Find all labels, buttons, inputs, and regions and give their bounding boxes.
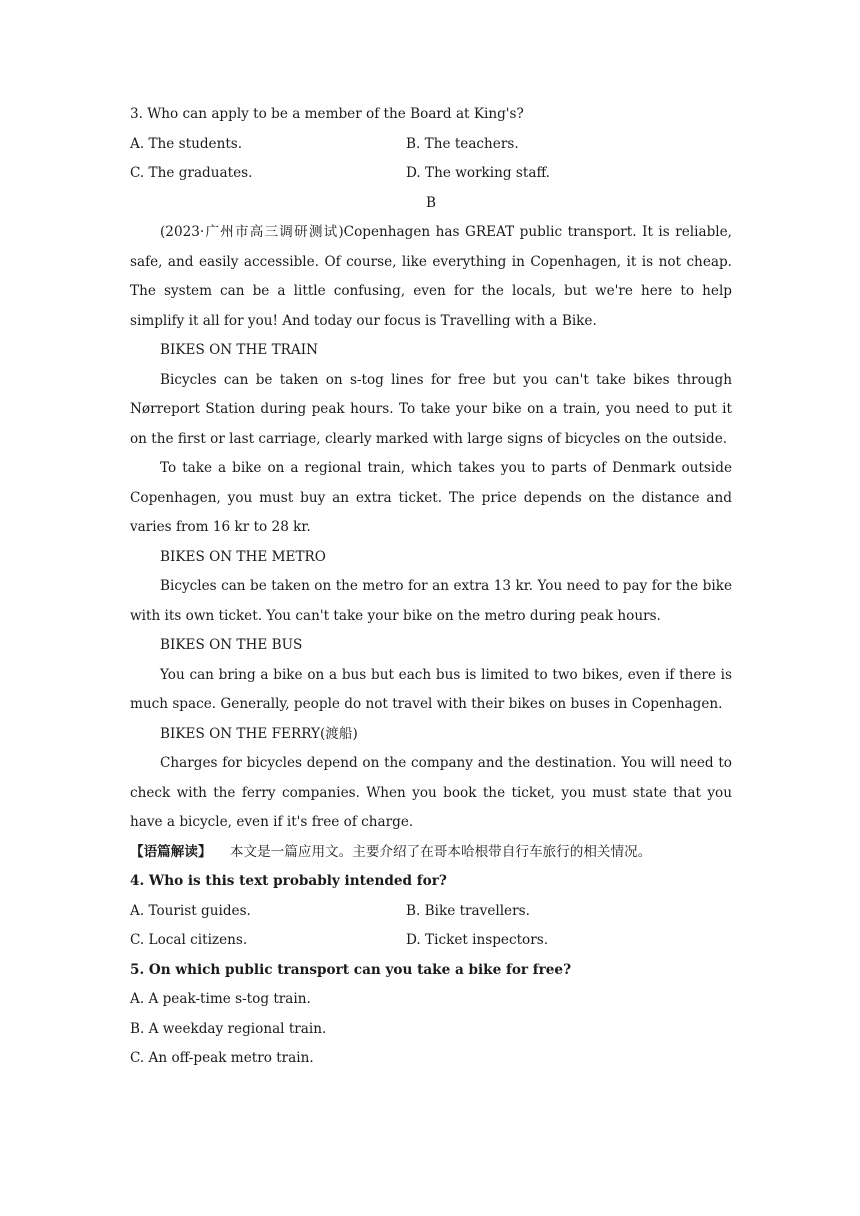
train-paragraph-1: Bicycles can be taken on s-tog lines for free but you can't take bikes through Nørreport Station during peak hours. To take your bike on a train, you need to put it on the first or last carriage, clearly marked with large signs of bicycles on the outside. <box>130 371 732 447</box>
question-4-options-row-1 <box>130 897 732 927</box>
analysis-label: 【语篇解读】 <box>130 843 212 860</box>
q3-option-d: D. The working staff. <box>406 165 550 181</box>
question-5-stem: 5. On which public transport can you take a bike for free? <box>130 961 572 978</box>
question-3-options-row-2 <box>130 159 732 189</box>
metro-heading: BIKES ON THE METRO <box>160 548 326 565</box>
q3-option-a: A. The students. <box>130 135 243 152</box>
analysis-text: 本文是一篇应用文。主要介绍了在哥本哈根带自行车旅行的相关情况。 <box>229 843 652 860</box>
q4-option-a: A. Tourist guides. <box>130 902 251 919</box>
document-page <box>130 100 732 1074</box>
q5-option-c: C. An off-peak metro train. <box>130 1050 314 1066</box>
ferry-heading: BIKES ON THE FERRY(渡船) <box>160 725 358 742</box>
intro-paragraph: (2023·广州市高三调研测试)Copenhagen has GREAT public transport. It is reliable, safe, and easily accessible. Of course, like everything in Copenhagen, it is not cheap. The system can be a little confusing, even for the locals, but we're here to help simplify it all for you! And today our focus is Travelling with a Bike. <box>130 224 732 329</box>
q4-option-b: B. Bike travellers. <box>406 902 530 919</box>
q4-option-d: D. Ticket inspectors. <box>406 932 549 948</box>
question-4-stem: 4. Who is this text probably intended for? <box>130 873 447 889</box>
question-3-options-row-1 <box>130 130 732 160</box>
question-4-options-row-2 <box>130 926 732 956</box>
passage-analysis <box>130 838 732 868</box>
q5-option-b: B. A weekday regional train. <box>130 1020 327 1037</box>
ferry-paragraph: Charges for bicycles depend on the company and the destination. You will need to check with the ferry companies. When you book the ticket, you must state that you have a bicycle, even if it's free of charge. <box>130 755 732 830</box>
question-3-stem: 3. Who can apply to be a member of the Board at King's? <box>130 106 524 122</box>
section-heading: B <box>426 194 436 211</box>
q3-option-b: B. The teachers. <box>406 135 519 152</box>
bus-heading: BIKES ON THE BUS <box>160 637 303 653</box>
bus-paragraph: You can bring a bike on a bus but each bus is limited to two bikes, even if there is much space. Generally, people do not travel with their bikes on buses in Copenhagen. <box>130 666 732 712</box>
metro-paragraph: Bicycles can be taken on the metro for an extra 13 kr. You need to pay for the bike with its own ticket. You can't take your bike on the metro during peak hours. <box>130 578 732 624</box>
train-paragraph-2: To take a bike on a regional train, which takes you to parts of Denmark outside Copenhagen, you must buy an extra ticket. The price depends on the distance and varies from 16 kr to 28 kr. <box>130 460 732 535</box>
q5-option-a: A. A peak-time s-tog train. <box>130 991 311 1007</box>
q4-option-c: C. Local citizens. <box>130 932 248 948</box>
train-heading: BIKES ON THE TRAIN <box>160 342 318 358</box>
q3-option-c: C. The graduates. <box>130 165 253 181</box>
